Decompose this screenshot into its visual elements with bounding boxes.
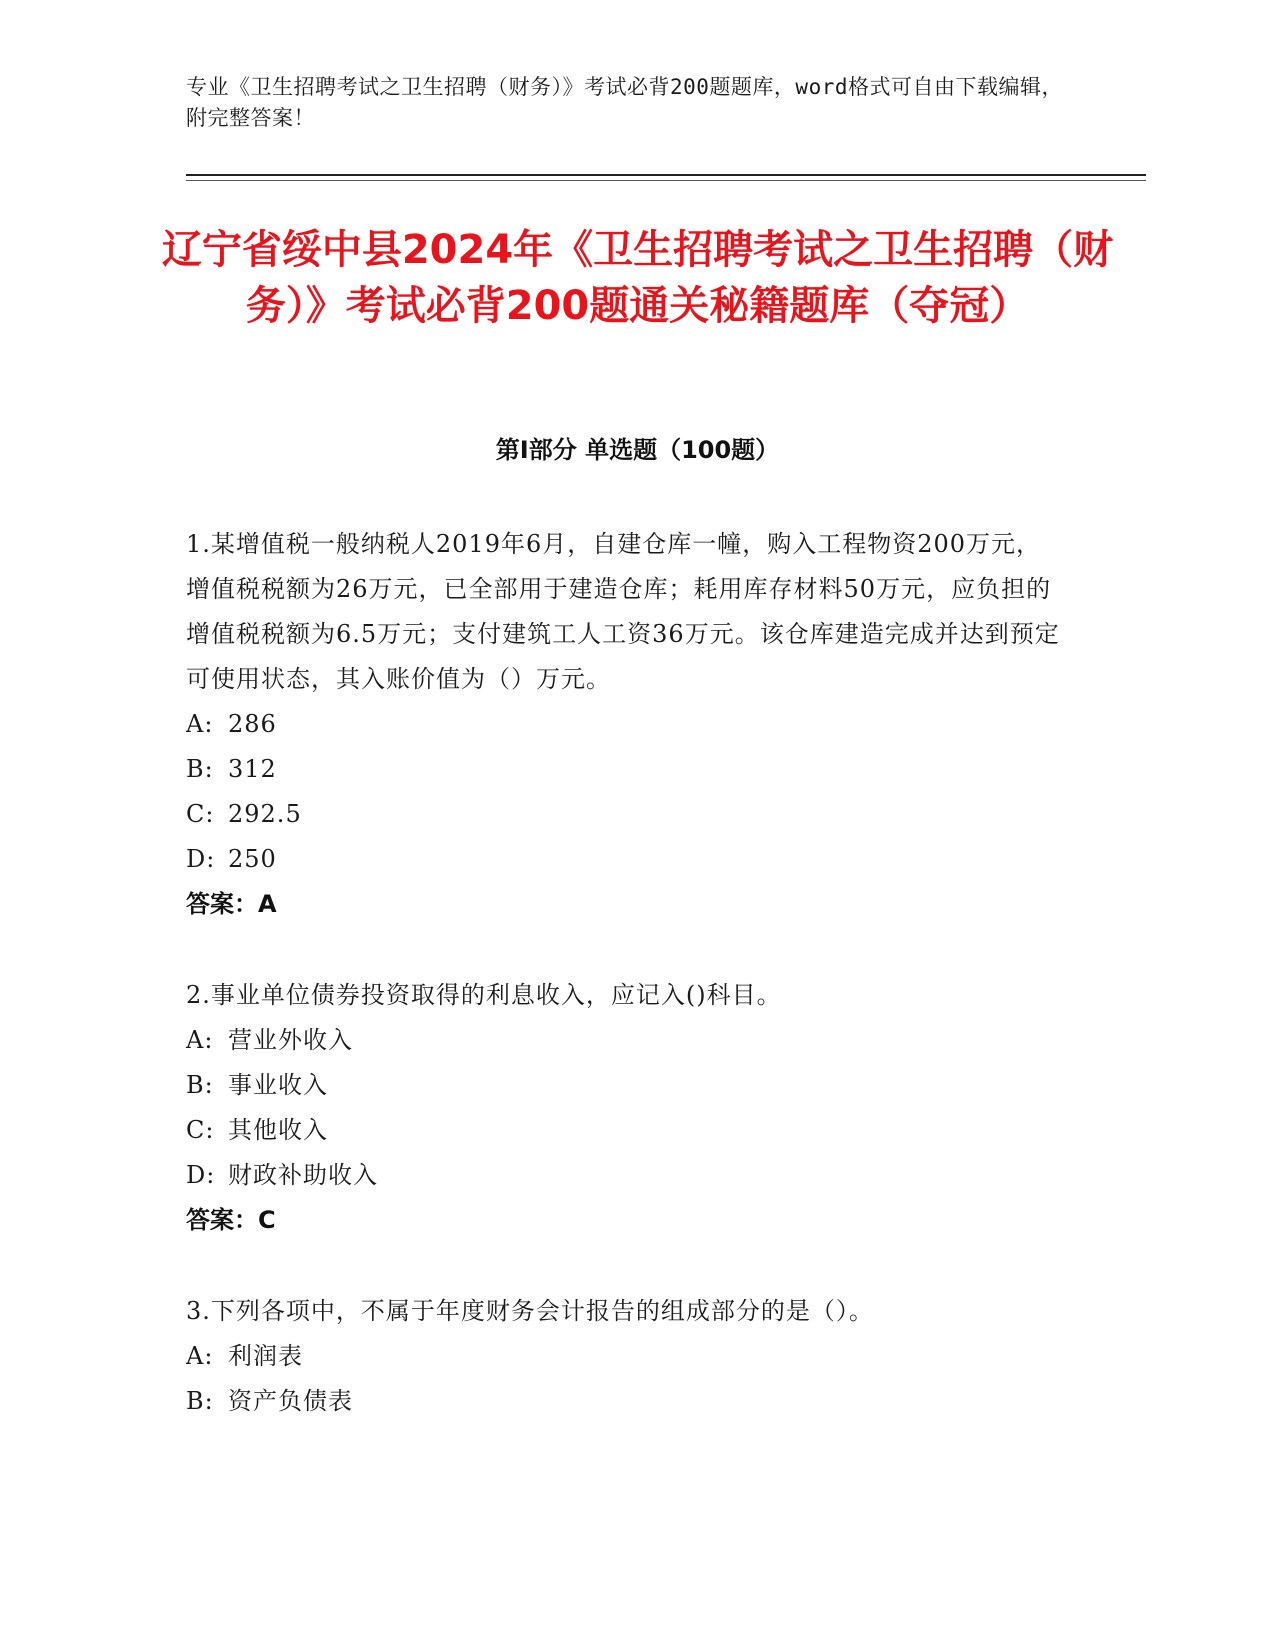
option-c [186,1108,1066,1153]
option-a [186,1018,1066,1063]
option-text: 其他收入 [228,1116,328,1144]
option-b [186,747,1066,792]
header-note: 专业《卫生招聘考试之卫生招聘（财务）》考试必背200题题库，word格式可自由下载编辑，附完整答案！ [186,75,1063,130]
option-a [186,1334,1066,1379]
option-text: 资产负债表 [228,1387,353,1415]
option-text: 312 [228,755,277,783]
question-3 [186,1289,1066,1424]
option-letter: D: [186,1161,216,1189]
option-text: 利润表 [228,1342,303,1370]
option-b [186,1063,1066,1108]
option-letter: B: [186,1387,214,1415]
question-stem: 1.某增值税一般纳税人2019年6月，自建仓库一幢，购入工程物资200万元，增值税税额为26万元，已全部用于建造仓库；耗用库存材料50万元，应负担的增值税税额为6.5万元；支付建筑工人工资36万元。该仓库建造完成并达到预定可使用状态，其入账价值为（）万元。 [186,530,1060,693]
option-letter: C: [186,800,215,828]
option-a [186,702,1066,747]
header-divider-thick [186,174,1146,176]
option-letter: B: [186,755,214,783]
option-text: 事业收入 [228,1071,328,1099]
option-text: 营业外收入 [228,1026,353,1054]
header-divider-thin [186,180,1146,181]
option-letter: A: [186,1026,214,1054]
option-b [186,1379,1066,1424]
option-c [186,792,1066,837]
option-letter: A: [186,1342,214,1370]
option-letter: B: [186,1071,214,1099]
option-d [186,837,1066,882]
option-text: 财政补助收入 [228,1161,378,1189]
document-title: 辽宁省绥中县2024年《卫生招聘考试之卫生招聘（财务）》考试必背200题通关秘籍题库（夺冠） [161,227,1114,329]
option-text: 286 [228,710,277,738]
question-1 [186,522,1066,927]
section-heading: 第Ⅰ部分 单选题（100题） [495,436,780,464]
option-letter: A: [186,710,214,738]
option-d [186,1153,1066,1198]
option-text: 292.5 [228,800,302,828]
option-text: 250 [228,845,277,873]
answer-line: 答案：C [186,1206,276,1234]
question-stem: 2.事业单位债券投资取得的利息收入，应记入()科目。 [186,981,782,1009]
option-letter: C: [186,1116,215,1144]
question-list [186,522,1066,1470]
question-stem: 3.下列各项中，不属于年度财务会计报告的组成部分的是（）。 [186,1297,874,1325]
answer-line: 答案：A [186,890,277,918]
option-letter: D: [186,845,216,873]
question-2 [186,973,1066,1243]
